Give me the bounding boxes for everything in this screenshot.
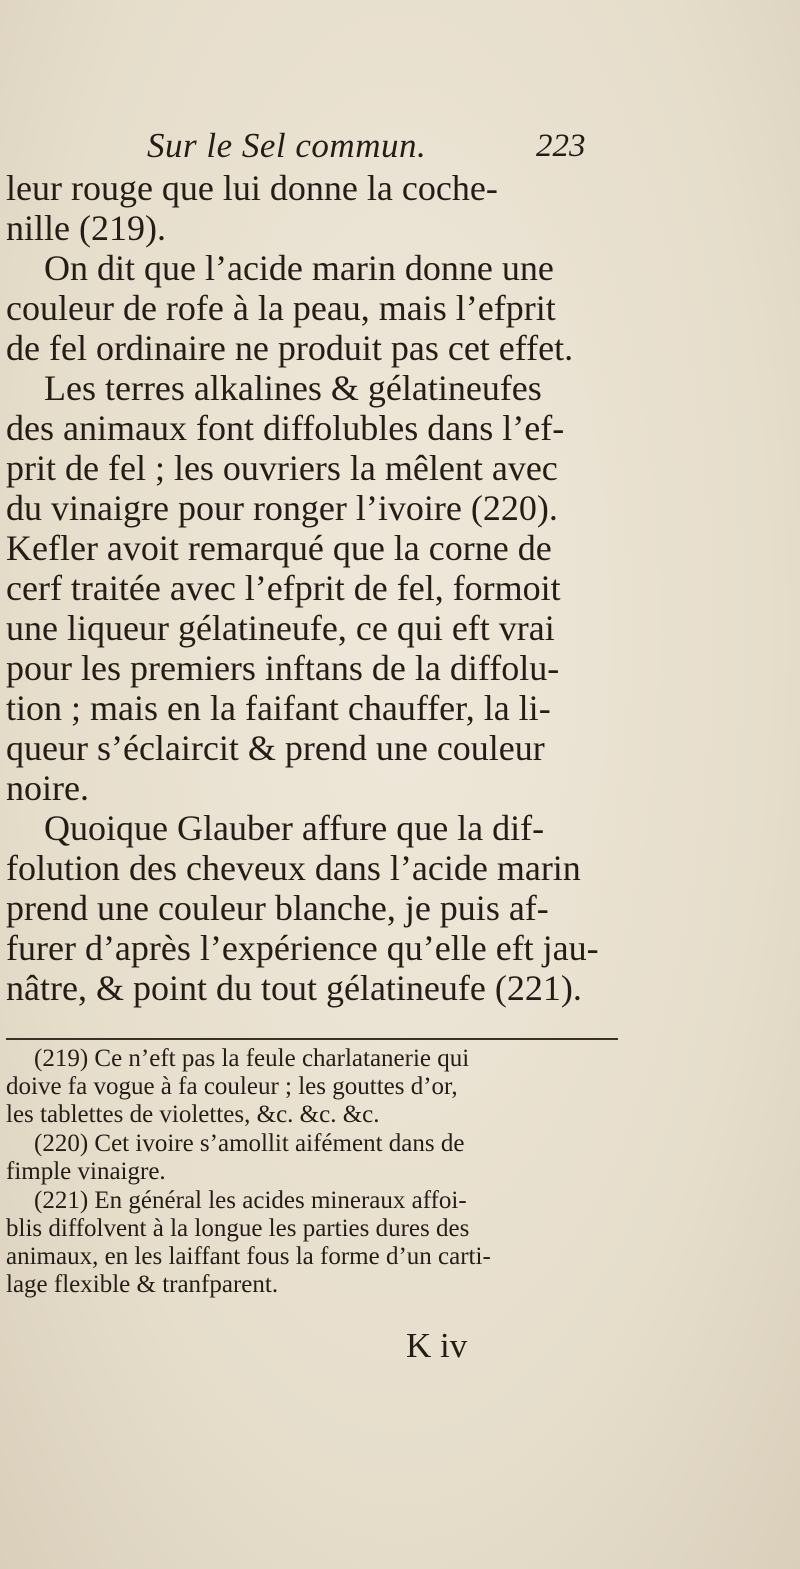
body-line: nille (219). bbox=[6, 208, 166, 248]
footnote-line: fimple vinaigre. bbox=[6, 1158, 166, 1185]
body-line: Quoique Glauber affure que la dif- bbox=[44, 808, 545, 848]
body-line: Les terres alkalines & gélatineufes bbox=[44, 368, 542, 408]
body-line: On dit que l’acide marin donne une bbox=[44, 248, 554, 288]
body-line: du vinaigre pour ronger l’ivoire (220). bbox=[6, 488, 558, 528]
signature-mark: K iv bbox=[406, 1326, 468, 1365]
body-line: leur rouge que lui donne la coche- bbox=[6, 168, 498, 208]
body-line: couleur de rofe à la peau, mais l’efprit bbox=[6, 288, 556, 328]
footnote-line: (221) En général les acides mineraux affoi- bbox=[34, 1187, 467, 1214]
body-line: queur s’éclaircit & prend une couleur bbox=[6, 728, 545, 768]
body-line: prit de fel ; les ouvriers la mêlent avec bbox=[6, 448, 558, 488]
body-line: furer d’après l’expérience qu’elle eft jau- bbox=[6, 928, 599, 968]
running-title: Sur le Sel commun. bbox=[147, 126, 427, 165]
footnote-line: animaux, en les laiffant fous la forme d’un carti- bbox=[6, 1243, 491, 1270]
footnote-rule bbox=[6, 1038, 618, 1040]
body-line: Kefler avoit remarqué que la corne de bbox=[6, 528, 552, 568]
body-line: des animaux font diffolubles dans l’ef- bbox=[6, 408, 565, 448]
body-line: pour les premiers inftans de la diffolu- bbox=[6, 648, 560, 688]
footnote-line: doive fa vogue à fa couleur ; les gouttes d’or, bbox=[6, 1073, 458, 1100]
body-line: tion ; mais en la faifant chauffer, la li- bbox=[6, 688, 551, 728]
footnote-line: les tablettes de violettes, &c. &c. &c. bbox=[6, 1101, 380, 1128]
footnote-line: (219) Ce n’eft pas la feule charlatanerie qui bbox=[34, 1045, 470, 1072]
body-line: prend une couleur blanche, je puis af- bbox=[6, 888, 549, 928]
footnote-line: lage flexible & tranfparent. bbox=[6, 1271, 279, 1298]
body-line: de fel ordinaire ne produit pas cet effet. bbox=[6, 328, 574, 368]
footnote-line: blis diffolvent à la longue les parties dures des bbox=[6, 1215, 470, 1242]
footnote-line: (220) Cet ivoire s’amollit aifément dans de bbox=[34, 1130, 465, 1157]
body-line: noire. bbox=[6, 768, 89, 808]
page-number: 223 bbox=[536, 128, 586, 164]
running-head bbox=[0, 124, 800, 168]
body-line: cerf traitée avec l’efprit de fel, formoit bbox=[6, 568, 561, 608]
body-line: une liqueur gélatineufe, ce qui eft vrai bbox=[6, 608, 555, 648]
body-line: nâtre, & point du tout gélatineufe (221). bbox=[6, 968, 582, 1008]
body-line: folution des cheveux dans l’acide marin bbox=[6, 848, 581, 888]
